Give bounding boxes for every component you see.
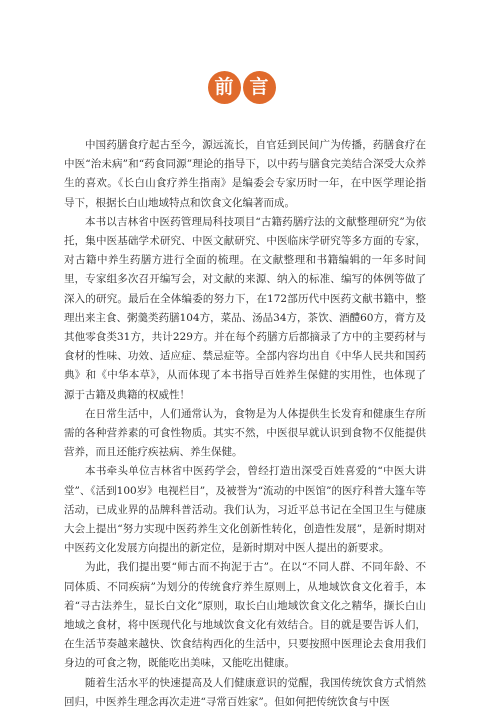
paragraph: 为此，我们提出要“师古而不拘泥于古”。在以“不同人群、不同年龄、不同体质、不同疾病”为划分的传统食疗养生原则上，从地域饮食文化着手，本着“寻古法养生，显长白文化”原则，取长白山地域饮食文化之精华，撷长白山地域之食材，将中医现代化与地域饮食文化有效结合。目的就是要告诉人们，在生活节奏越来越快、饮食结构西化的生活中，只要按照中医理论去食用我们身边的可食之物，既能吃出美味，又能吃出健康。 bbox=[64, 561, 426, 670]
paragraph: 本书以吉林省中医药管理局科技项目“古籍药膳疗法的文献整理研究”为依托，集中医基础学术研究、中医文献研究、中医临床学研究等多方面的专家，对古籍中养生药膳方进行全面的梳理。在文献整理和书籍编辑的一年多时间里，专家组多次召开编写会，对文献的来源、纳入的标准、编写的体例等做了深入的研究。最后在全体编委的努力下，在172部历代中医药文献书籍中，整理出来主食、粥羹类药膳104方，菜品、汤品34方，茶饮、酒醴60方，膏方及其他零食类31方，共计229方。并在每个药膳方后都摘录了方中的主要药材与食材的性味、功效、适应症、禁忌症等。全部内容均出自《中华人民共和国药典》和《中华本草》，从而体现了本书指导百姓养生保健的实用性，也体现了源于古籍及典籍的权威性！ bbox=[64, 215, 426, 401]
title-char-badge: 言 bbox=[243, 71, 276, 104]
paragraph: 中国药膳食疗起古至今，源远流长，自官廷到民间广为传播，药膳食疗在中医“治未病”和“药食同源”理论的指导下，以中药与膳食完美结合深受大众养生的喜欢。《长白山食疗养生指南》是编委会专家历时一年，在中医学理论指导下，根据长白山地域特点和饮食文化编著而成。 bbox=[64, 139, 426, 209]
paragraph: 在日常生活中，人们通常认为，食物是为人体提供生长发育和健康生存所需的各种营养素的可食性物质。其实不然，中医很早就认识到食物不仅能提供营养，而且还能疗疾祛病、养生保健。 bbox=[64, 407, 426, 459]
preface-body bbox=[64, 136, 426, 712]
preface-title bbox=[0, 71, 483, 105]
title-char-badge: 前 bbox=[208, 71, 241, 104]
paragraph: 随着生活水平的快速提高及人们健康意识的觉醒，我国传统饮食方式悄然回归，中医养生理念再次走进“寻常百姓家”。但如何把传统饮食与中医 bbox=[64, 676, 426, 708]
paragraph: 本书牵头单位吉林省中医药学会，曾经打造出深受百姓喜爱的“中医大讲堂”、《活到100岁》电视栏目”，及被誉为“流动的中医馆”的医疗科普大篷车等活动，已成业界的品牌科普活动。我们认为，习近平总书记在全国卫生与健康大会上提出“努力实现中医药养生文化创新性转化，创造性发展”，是新时期对中医药文化发展方向提出的新定位，是新时期对中医人提出的新要求。 bbox=[64, 465, 426, 555]
